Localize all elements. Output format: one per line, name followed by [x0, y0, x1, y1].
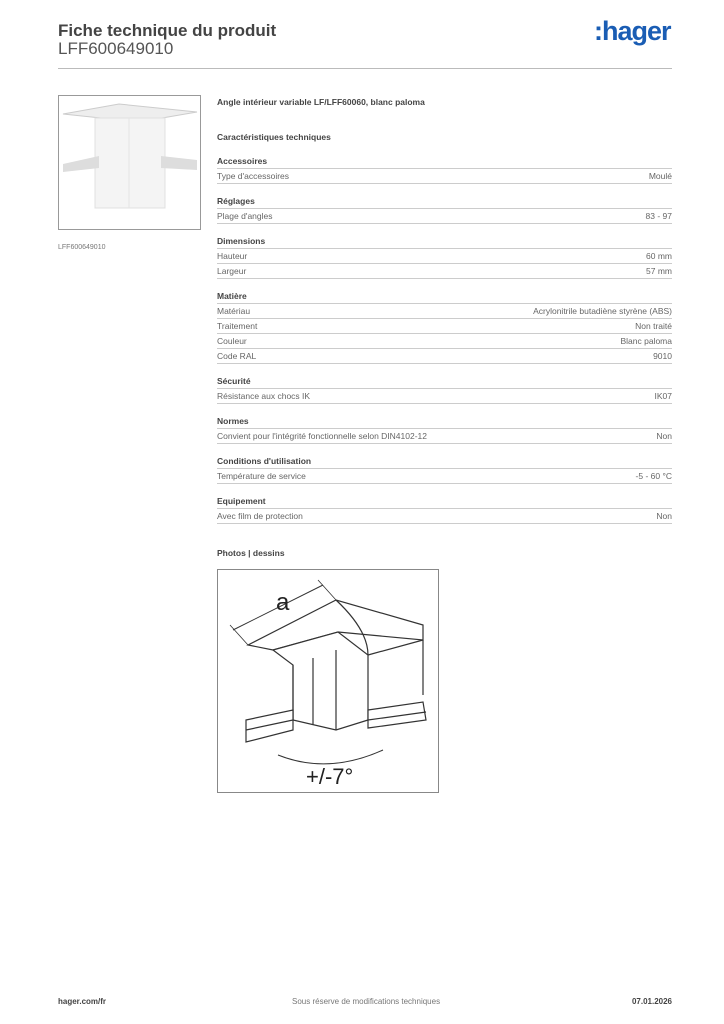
main-content	[217, 95, 672, 793]
section-title: Sécurité	[217, 374, 672, 389]
spec-row	[217, 509, 672, 524]
section-title: Equipement	[217, 494, 672, 509]
spec-value: 57 mm	[646, 266, 672, 276]
section-title: Conditions d'utilisation	[217, 454, 672, 469]
angle-label: +/-7°	[306, 764, 354, 789]
spec-value: 83 - 97	[645, 211, 672, 221]
spec-row	[217, 169, 672, 184]
spec-label: Plage d'angles	[217, 211, 273, 221]
spec-section	[217, 289, 672, 364]
product-photo	[58, 95, 201, 230]
spec-row	[217, 389, 672, 404]
spec-row	[217, 209, 672, 224]
spec-value: IK07	[654, 391, 672, 401]
spec-section	[217, 374, 672, 404]
spec-row	[217, 469, 672, 484]
spec-row	[217, 349, 672, 364]
spec-label: Type d'accessoires	[217, 171, 290, 181]
characteristics-heading: Caractéristiques techniques	[217, 132, 331, 142]
spec-value: Non traité	[635, 321, 672, 331]
photos-heading: Photos | dessins	[217, 548, 285, 558]
spec-row	[217, 304, 672, 319]
spec-label: Hauteur	[217, 251, 248, 261]
spec-label: Code RAL	[217, 351, 257, 361]
spec-value: Acrylonitrile butadiène styrène (ABS)	[533, 306, 672, 316]
hager-logo: :hager	[594, 16, 671, 46]
product-reference: LFF600649010	[58, 39, 174, 58]
spec-row	[217, 264, 672, 279]
section-title: Accessoires	[217, 154, 672, 169]
spec-row	[217, 429, 672, 444]
footer-notice: Sous réserve de modifications techniques	[292, 997, 441, 1006]
spec-label: Résistance aux chocs IK	[217, 391, 311, 401]
page-title: Fiche technique du produit	[58, 21, 277, 40]
spec-section	[217, 414, 672, 444]
photo-caption: LFF600649010	[58, 244, 106, 251]
section-title: Matière	[217, 289, 672, 304]
spec-row	[217, 334, 672, 349]
spec-value: 60 mm	[646, 251, 672, 261]
spec-value: -5 - 60 °C	[635, 471, 672, 481]
spec-label: Avec film de protection	[217, 511, 303, 521]
section-title: Normes	[217, 414, 672, 429]
spec-label: Couleur	[217, 336, 247, 346]
spec-row	[217, 319, 672, 334]
spec-label: Largeur	[217, 266, 247, 276]
spec-section	[217, 454, 672, 484]
footer-website-link[interactable]: hager.com/fr	[58, 997, 107, 1006]
spec-section	[217, 154, 672, 184]
spec-row	[217, 249, 672, 264]
spec-value: 9010	[653, 351, 672, 361]
section-title: Réglages	[217, 194, 672, 209]
technical-drawing	[217, 569, 439, 793]
characteristics-list	[217, 154, 672, 524]
product-title: Angle intérieur variable LF/LFF60060, blanc paloma	[217, 97, 425, 107]
spec-value: Blanc paloma	[620, 336, 672, 346]
spec-value: Non	[656, 431, 672, 441]
spec-value: Moulé	[648, 171, 672, 181]
section-title: Dimensions	[217, 234, 672, 249]
footer-date: 07.01.2026	[631, 997, 672, 1006]
spec-section	[217, 194, 672, 224]
spec-label: Température de service	[217, 471, 306, 481]
spec-section	[217, 494, 672, 524]
spec-label: Convient pour l'intégrité fonctionnelle selon DIN4102-12	[217, 431, 428, 441]
dimension-label: a	[276, 589, 290, 616]
spec-value: Non	[656, 511, 672, 521]
spec-label: Matériau	[217, 306, 251, 316]
spec-section	[217, 234, 672, 279]
spec-label: Traitement	[217, 321, 258, 331]
header-divider	[58, 68, 672, 69]
